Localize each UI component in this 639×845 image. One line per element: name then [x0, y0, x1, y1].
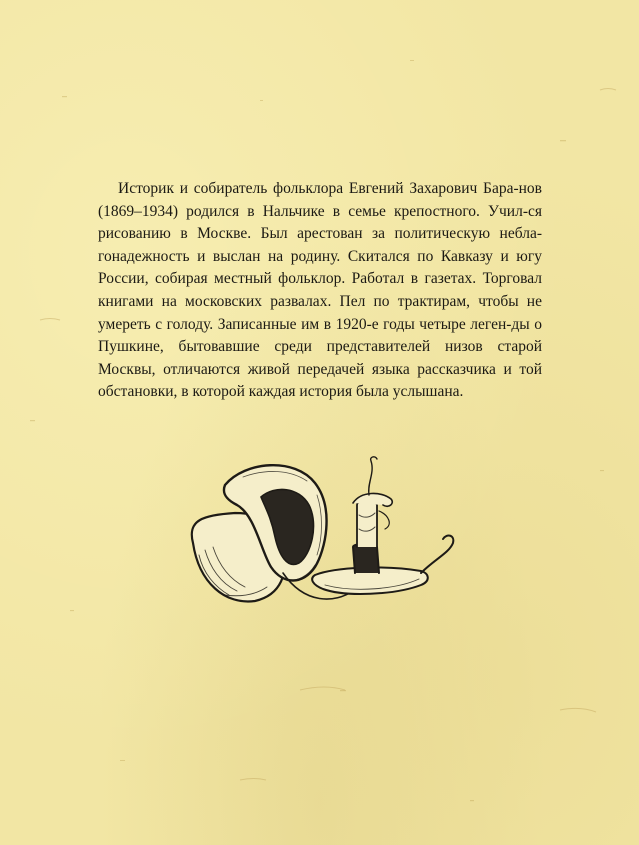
candle-stem	[353, 544, 379, 573]
candle-handle	[421, 536, 453, 573]
candle	[357, 501, 377, 548]
candle-wick	[369, 457, 377, 495]
biography-text	[98, 178, 542, 404]
hat-candlestick-illustration	[185, 455, 460, 615]
biography-paragraph: Историк и собиратель фольклора Евгений Захарович Бара-нов (1869–1934) родился в Нальчике в семье крепостного. Учил-ся рисованию в Москве. Был арестован за политическую небла-гонадежность и выслан на родину. Скитался по Кавказу и югу России, собирая местный фольклор. Работал в газетах. Торговал книгами на московских развалах. Пел по трактирам, чтобы не умереть с голоду. Записанные им в 1920-е годы четыре леген-ды о Пушкине, бытовавшие среди представителей низов старой Москвы, отличаются живой передачей языка рассказчика и той обстановки, в которой каждая история была услышана.	[98, 180, 542, 401]
